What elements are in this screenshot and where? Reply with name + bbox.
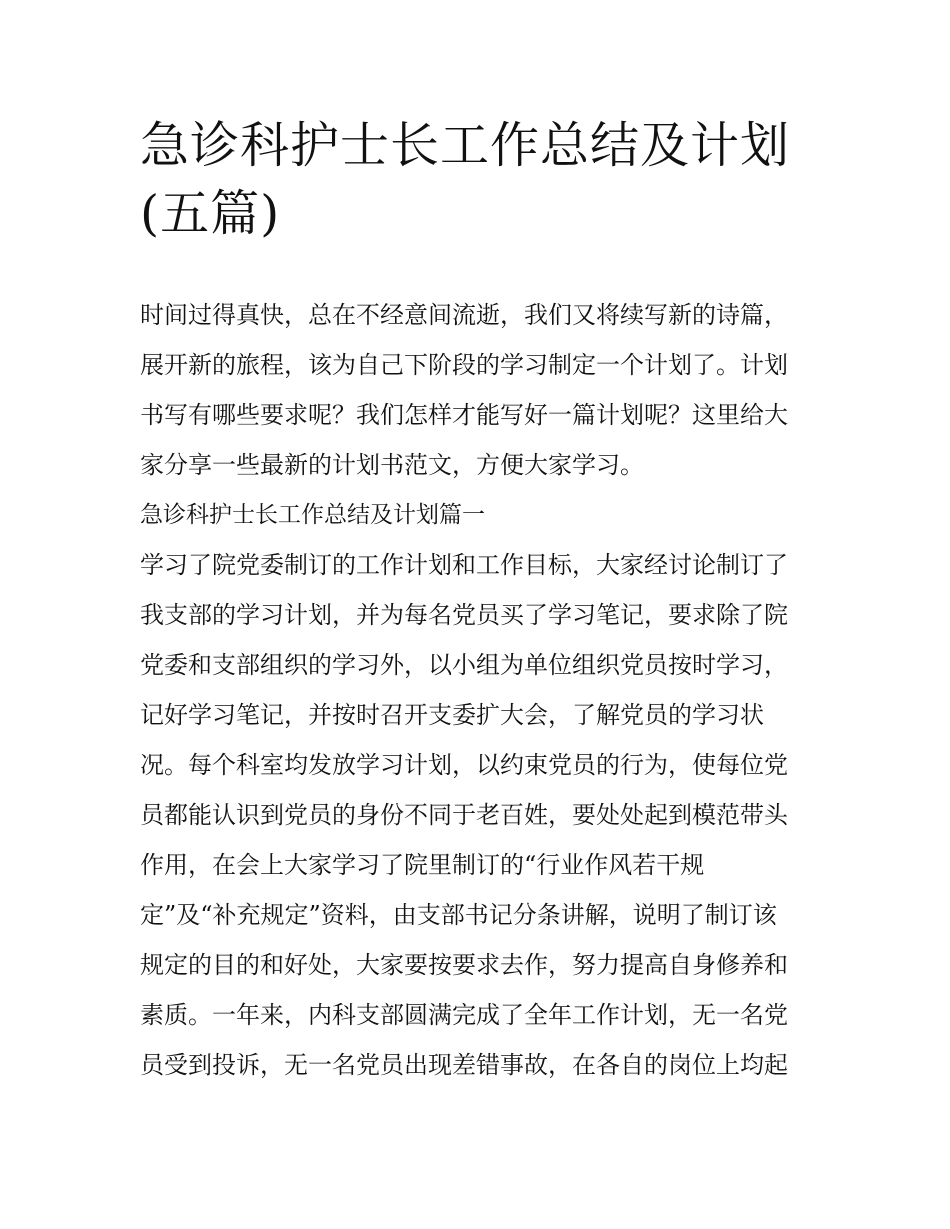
body-line: 规定的目的和好处，大家要按要求去作，努力提高自身修养和 (140, 951, 788, 979)
body-line: 展开新的旅程，该为自己下阶段的学习制定一个计划了。计划 (140, 351, 788, 379)
body-line: 员受到投诉，无一名党员出现差错事故，在各自的岗位上均起 (140, 1051, 788, 1079)
title-line-2: (五篇) (140, 185, 281, 242)
title-line-1: 急诊科护士长工作总结及计划 (140, 117, 791, 174)
body-line: 书写有哪些要求呢？我们怎样才能写好一篇计划呢？这里给大 (140, 401, 788, 429)
section-heading: 急诊科护士长工作总结及计划篇一 (140, 502, 485, 528)
body-line: 学习了院党委制订的工作计划和工作目标，大家经讨论制订了 (140, 551, 788, 579)
body-line: 我支部的学习计划，并为每名党员买了学习笔记，要求除了院 (140, 601, 788, 629)
body-line: 党委和支部组织的学习外，以小组为单位组织党员按时学习， (140, 651, 788, 679)
body-line: 素质。一年来，内科支部圆满完成了全年工作计划，无一名党 (140, 1001, 788, 1029)
body-line: 员都能认识到党员的身份不同于老百姓，要处处起到模范带头 (140, 801, 788, 829)
document-title (140, 112, 820, 248)
body-line: 作用，在会上大家学习了院里制订的“行业作风若干规 (140, 851, 705, 879)
body-line: 定”及“补充规定”资料，由支部书记分条讲解，说明了制订该 (140, 901, 777, 929)
document-body (140, 290, 820, 1090)
body-line: 家分享一些最新的计划书范文，方便大家学习。 (140, 451, 644, 479)
body-line: 记好学习笔记，并按时召开支委扩大会，了解党员的学习状 (140, 701, 764, 729)
body-line: 时间过得真快，总在不经意间流逝，我们又将续写新的诗篇， (140, 301, 788, 329)
body-line: 况。每个科室均发放学习计划，以约束党员的行为，使每位党 (140, 751, 788, 779)
